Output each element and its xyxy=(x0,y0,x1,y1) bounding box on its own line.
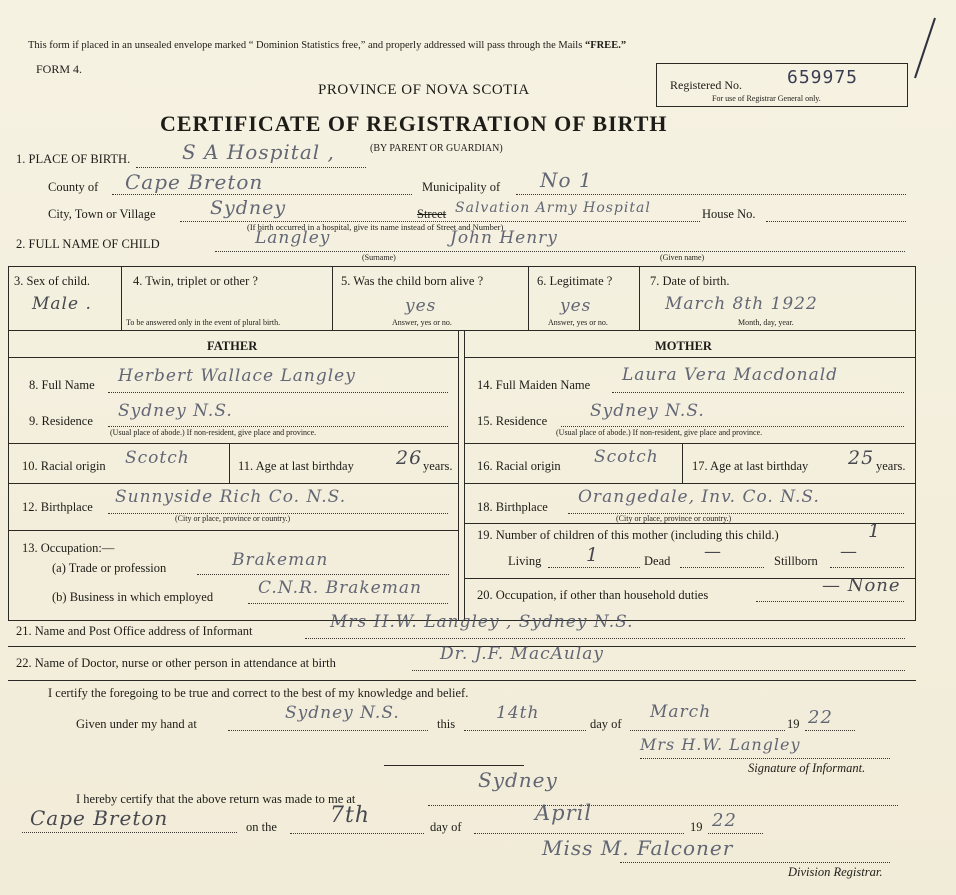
registrar-signature: Miss M. Falconer xyxy=(542,836,734,860)
occupation-label: 13. Occupation:— xyxy=(22,541,115,555)
dead-value: — xyxy=(704,542,722,562)
registrar-note: For use of Registrar General only. xyxy=(712,94,821,103)
dead-label: Dead xyxy=(644,554,671,568)
hospital-note: (If birth occurred in a hospital, give its name instead of Street and Number) xyxy=(247,222,504,232)
street-value: Salvation Army Hospital xyxy=(455,200,651,216)
father-age-value: 26 xyxy=(396,447,423,469)
mother-race-label: 16. Racial origin xyxy=(477,459,561,473)
corner-pen-stroke xyxy=(915,18,935,78)
municipality-label: Municipality of xyxy=(422,180,501,194)
mother-occupation-value: — None xyxy=(822,575,901,596)
father-place-note: (City or place, province or country.) xyxy=(175,514,291,523)
father-age-label: 11. Age at last birthday xyxy=(238,459,354,473)
alive-value: yes xyxy=(405,296,437,316)
legitimate-label: 6. Legitimate ? xyxy=(537,274,613,288)
mother-residence-value: Sydney N.S. xyxy=(590,401,705,421)
father-residence-value: Sydney N.S. xyxy=(118,401,233,421)
given-month: March xyxy=(650,702,712,722)
doctor-value: Dr. J.F. MacAulay xyxy=(440,644,605,664)
dob-note: Month, day, year. xyxy=(738,318,794,327)
informant-signature: Mrs H.W. Langley xyxy=(640,735,801,754)
doctor-label: 22. Name of Doctor, nurse or other person in attendance at birth xyxy=(16,656,336,670)
city-value: Sydney xyxy=(210,197,287,219)
mother-birthplace-label: 18. Birthplace xyxy=(477,500,548,514)
mother-birthplace-value: Orangedale, Inv. Co. N.S. xyxy=(578,487,820,507)
given-dayof-label: day of xyxy=(590,717,622,731)
informant-label: 21. Name and Post Office address of Informant xyxy=(16,624,253,638)
legitimate-note: Answer, yes or no. xyxy=(548,318,608,327)
municipality-value: No 1 xyxy=(540,168,593,192)
father-name-value: Herbert Wallace Langley xyxy=(118,366,356,386)
house-label: House No. xyxy=(702,207,756,221)
registrar-county: Cape Breton xyxy=(30,806,169,830)
alive-note: Answer, yes or no. xyxy=(392,318,452,327)
registrar-year: 22 xyxy=(712,810,737,831)
father-birthplace-label: 12. Birthplace xyxy=(22,500,93,514)
registrar-place: Sydney xyxy=(478,768,558,792)
mother-name-value: Laura Vera Macdonald xyxy=(622,365,839,385)
father-birthplace-value: Sunnyside Rich Co. N.S. xyxy=(115,487,347,507)
given-year-prefix: 19 xyxy=(787,717,800,731)
this-label: this xyxy=(437,717,456,731)
place-of-birth-label: 1. PLACE OF BIRTH. xyxy=(16,152,131,166)
father-header: FATHER xyxy=(207,339,258,353)
given-at-label: Given under my hand at xyxy=(76,717,197,731)
on-the-label: on the xyxy=(246,820,277,834)
city-label: City, Town or Village xyxy=(48,207,156,221)
father-race-value: Scotch xyxy=(125,448,190,468)
father-race-label: 10. Racial origin xyxy=(22,459,106,473)
registrar-day: 7th xyxy=(330,803,371,828)
father-residence-label: 9. Residence xyxy=(29,414,93,428)
informant-sig-label: Signature of Informant. xyxy=(748,761,866,775)
certificate-title: CERTIFICATE OF REGISTRATION OF BIRTH xyxy=(160,111,668,136)
notice-free: “FREE.” xyxy=(584,40,627,51)
informant-value: Mrs H.W. Langley , Sydney N.S. xyxy=(330,612,634,632)
dob-value: March 8th 1922 xyxy=(665,294,818,314)
registrar-label: I hereby certify that the above return was made to me at xyxy=(76,792,356,806)
mother-occupation-label: 20. Occupation, if other than household duties xyxy=(477,588,709,602)
child-surname-value: Langley xyxy=(255,228,331,248)
surname-caption: (Surname) xyxy=(362,253,396,262)
county-label: County of xyxy=(48,180,99,194)
registrar-year-prefix: 19 xyxy=(690,820,703,834)
registrar-month: April xyxy=(535,801,593,825)
mother-age-unit: years. xyxy=(876,459,906,473)
stillborn-label: Stillborn xyxy=(774,554,818,568)
given-caption: (Given name) xyxy=(660,253,705,262)
registered-label: Registered No. xyxy=(670,78,742,92)
registrar-dayof-label: day of xyxy=(430,820,462,834)
place-of-birth-value: S A Hospital , xyxy=(182,140,335,164)
mother-age-label: 17. Age at last birthday xyxy=(692,459,809,473)
mother-abode-note: (Usual place of abode.) If non-resident, give place and province. xyxy=(556,428,763,437)
given-year: 22 xyxy=(808,707,833,728)
children-label: 19. Number of children of this mother (including this child.) xyxy=(477,528,779,542)
by-parent-note: (BY PARENT OR GUARDIAN) xyxy=(370,143,503,154)
given-at-place: Sydney N.S. xyxy=(285,703,400,723)
street-label: Street xyxy=(417,207,447,221)
living-label: Living xyxy=(508,554,542,568)
child-name-label: 2. FULL NAME OF CHILD xyxy=(16,237,160,251)
business-label: (b) Business in which employed xyxy=(52,590,214,604)
twin-note: To be answered only in the event of plural birth. xyxy=(126,318,281,327)
mother-residence-label: 15. Residence xyxy=(477,414,548,428)
notice-text: This form if placed in an unsealed envelope marked “ Dominion Statistics free,” and properly addressed will pass through the Mails xyxy=(28,40,583,51)
mother-header: MOTHER xyxy=(655,339,712,353)
sex-value: Male . xyxy=(32,294,92,314)
twin-label: 4. Twin, triplet or other ? xyxy=(133,274,258,288)
living-value: 1 xyxy=(586,544,600,566)
mother-name-label: 14. Full Maiden Name xyxy=(477,378,591,392)
certify-text: I certify the foregoing to be true and correct to the best of my knowledge and belief. xyxy=(48,686,469,700)
sex-label: 3. Sex of child. xyxy=(14,274,91,288)
child-given-value: John Henry xyxy=(450,228,558,248)
stillborn-value: — xyxy=(840,542,858,562)
alive-label: 5. Was the child born alive ? xyxy=(341,274,484,288)
dob-label: 7. Date of birth. xyxy=(650,274,730,288)
trade-label: (a) Trade or profession xyxy=(52,561,167,575)
children-total-value: 1 xyxy=(868,520,882,542)
registered-number: 659975 xyxy=(787,67,859,88)
mother-age-value: 25 xyxy=(848,447,875,469)
father-age-unit: years. xyxy=(423,459,453,473)
mother-place-note: (City or place, province or country.) xyxy=(616,514,732,523)
business-value: C.N.R. Brakeman xyxy=(258,578,422,598)
county-value: Cape Breton xyxy=(125,170,264,194)
province-title: PROVINCE OF NOVA SCOTIA xyxy=(318,82,530,98)
legitimate-value: yes xyxy=(560,296,592,316)
registrar-sig-label: Division Registrar. xyxy=(788,865,883,879)
mother-race-value: Scotch xyxy=(594,447,659,467)
form-number: FORM 4. xyxy=(36,62,83,76)
given-day: 14th xyxy=(496,703,540,723)
trade-value: Brakeman xyxy=(232,550,329,570)
father-name-label: 8. Full Name xyxy=(29,378,95,392)
father-abode-note: (Usual place of abode.) If non-resident, give place and province. xyxy=(110,428,317,437)
